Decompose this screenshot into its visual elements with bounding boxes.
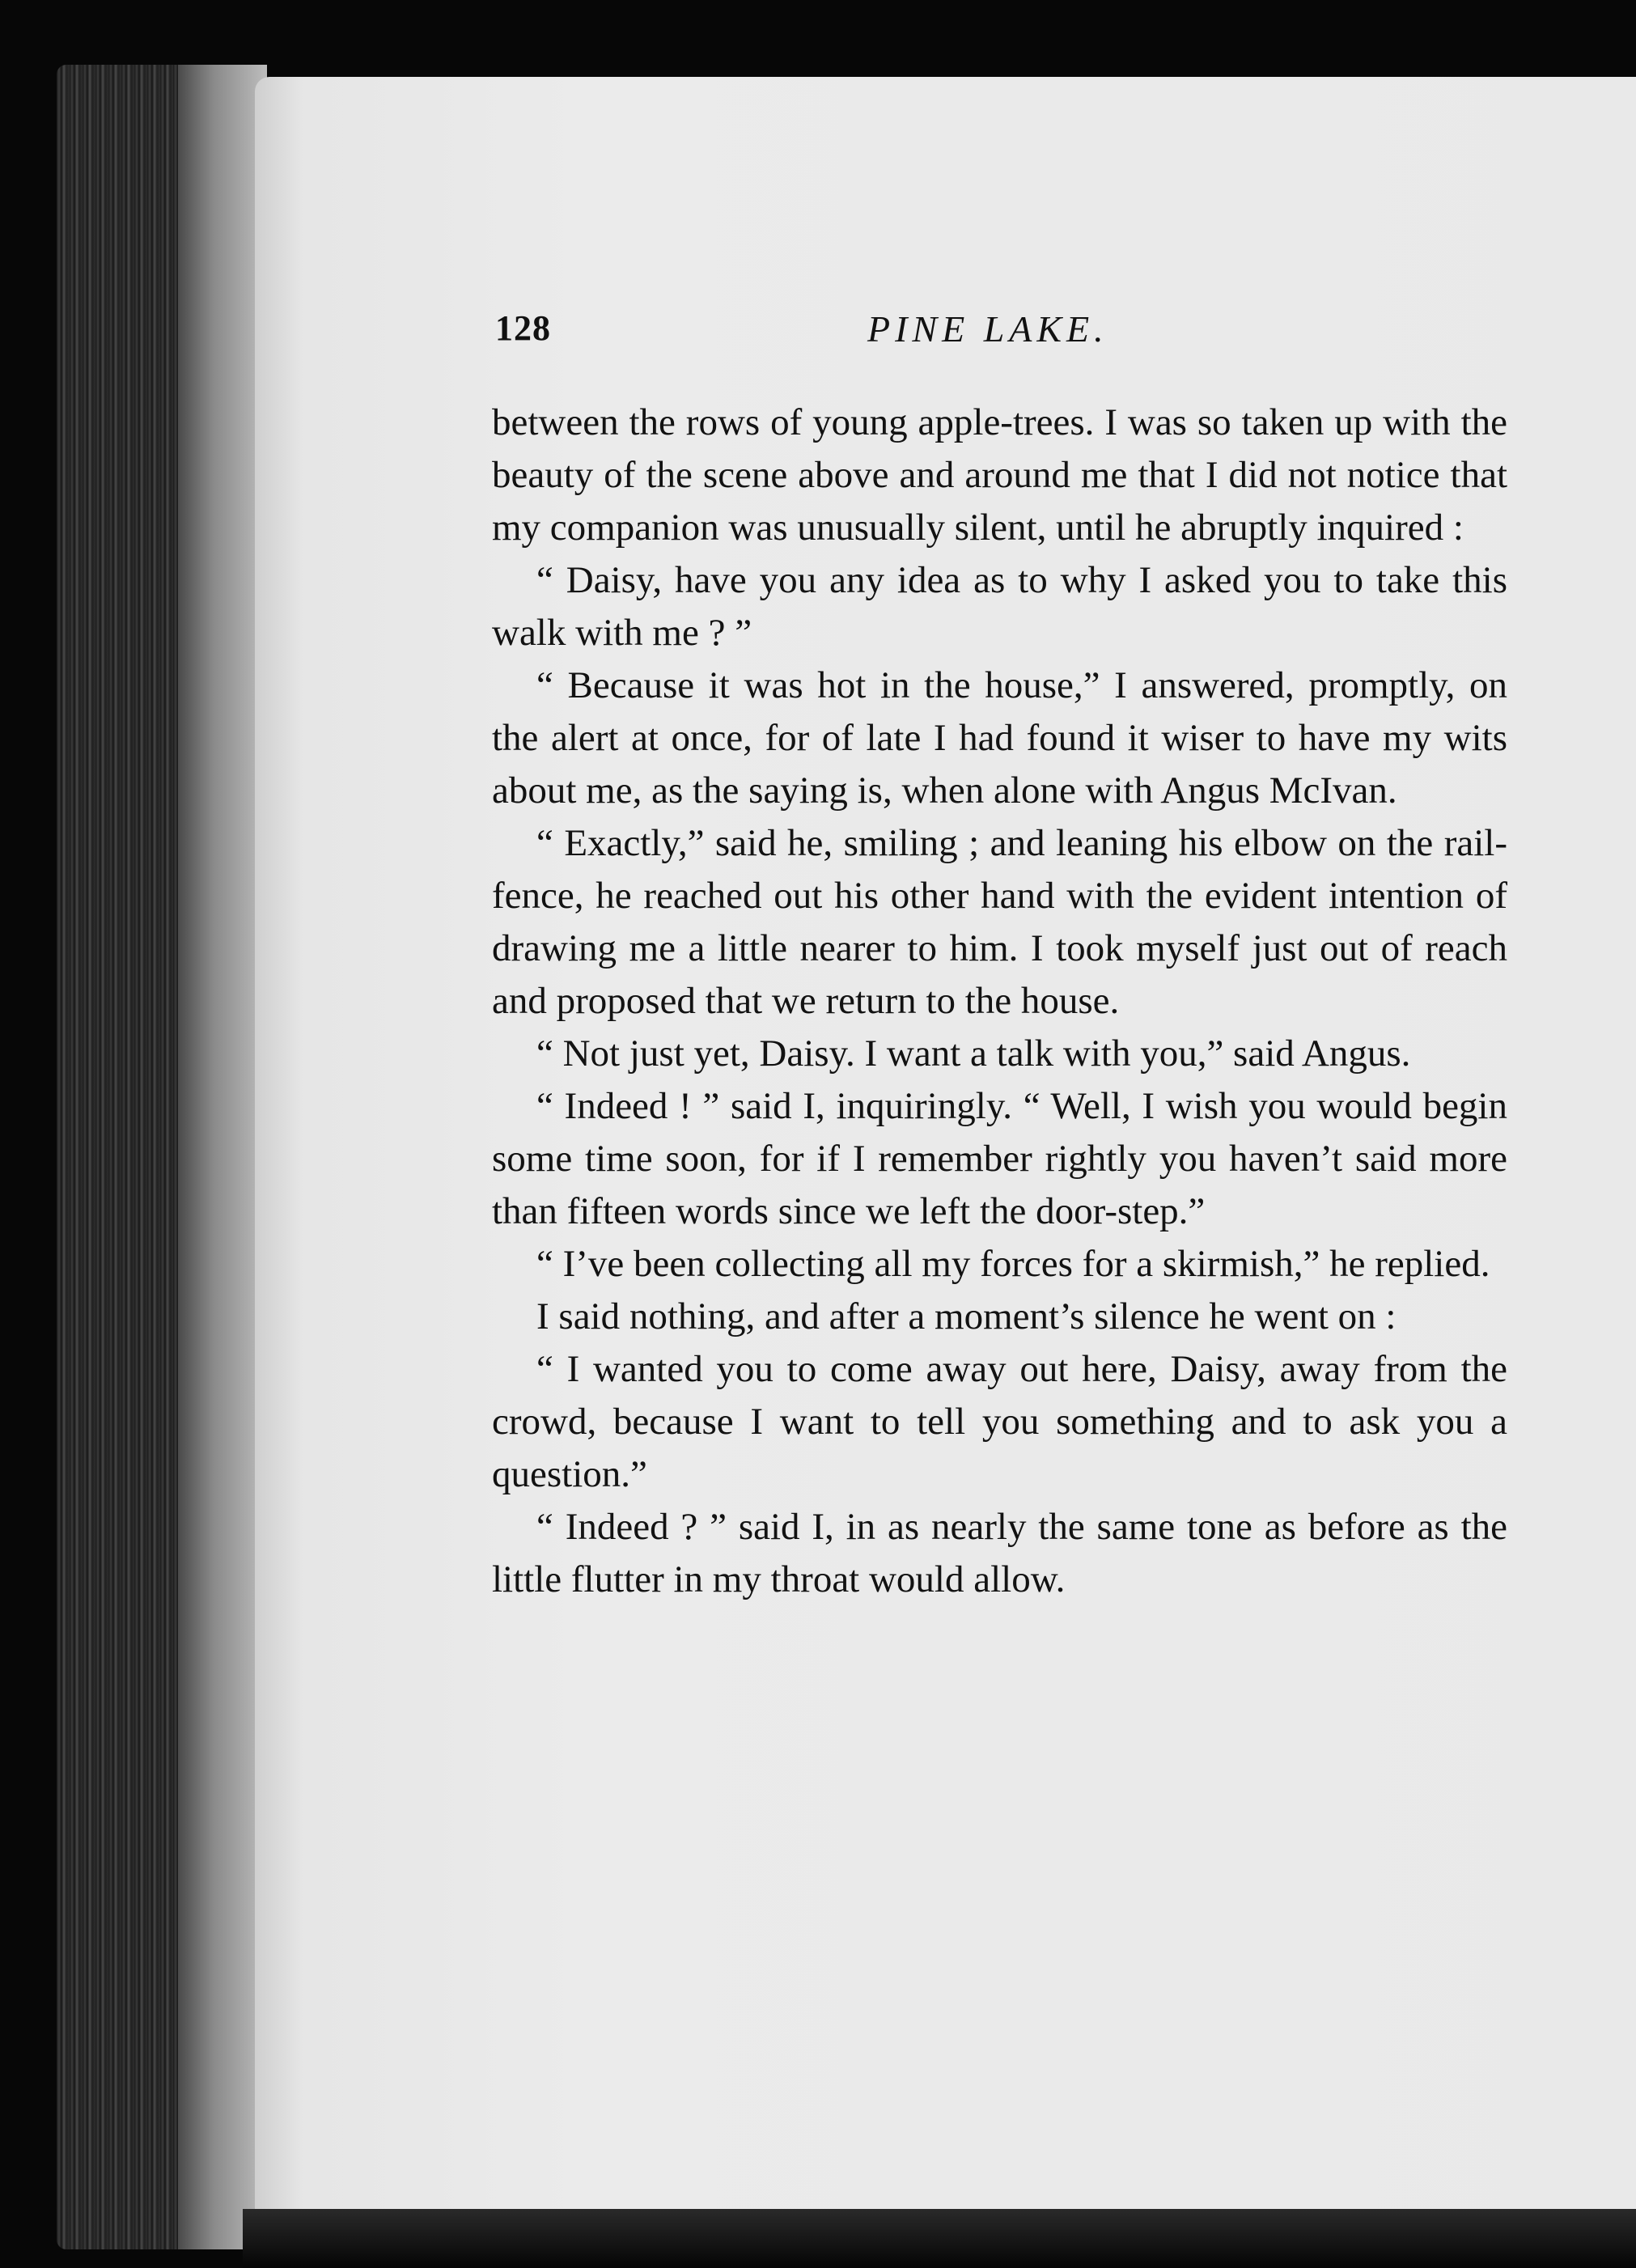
body-text <box>492 396 1507 1606</box>
running-head: PINE LAKE. <box>867 308 1108 350</box>
paragraph-9: “ I wanted you to come away out here, Daisy, away from the crowd, because I want to tell you something and to ask you a question.” <box>492 1348 1507 1495</box>
paragraph-8: I said nothing, and after a moment’s silence he went on : <box>536 1295 1397 1337</box>
page-number: 128 <box>495 308 551 348</box>
paragraph-3: “ Because it was hot in the house,” I answered, promptly, on the alert at once, for of late I had found it wiser to have my wits about me, as the saying is, when alone with Angus McIvan. <box>492 664 1507 812</box>
paragraph-6: “ Indeed ! ” said I, inquiringly. “ Well, I wish you would begin some time soon, for if I remember rightly you haven’t said more than fifteen words since we left the door-step.” <box>492 1085 1507 1232</box>
page-header <box>495 307 1507 364</box>
paragraph-1: between the rows of young apple-trees. I was so taken up with the beauty of the scene above and around me that I did not notice that my companion was unusually silent, until he abruptly inquired : <box>492 401 1507 549</box>
paragraph-7: “ I’ve been collecting all my forces for a skirmish,” he replied. <box>536 1243 1490 1285</box>
page-bottom-shadow <box>243 2209 1636 2268</box>
paragraph-5: “ Not just yet, Daisy. I want a talk with you,” said Angus. <box>536 1032 1411 1075</box>
paragraph-10: “ Indeed ? ” said I, in as nearly the same tone as before as the little flutter in my throat would allow. <box>492 1506 1507 1600</box>
paragraph-2: “ Daisy, have you any idea as to why I asked you to take this walk with me ? ” <box>492 559 1507 654</box>
book-page-edges <box>57 65 267 2249</box>
paragraph-4: “ Exactly,” said he, smiling ; and leaning his elbow on the rail-fence, he reached out his other hand with the evident intention of drawing me a little nearer to him. I took myself just out of reach and proposed that we return to the house. <box>492 822 1507 1022</box>
